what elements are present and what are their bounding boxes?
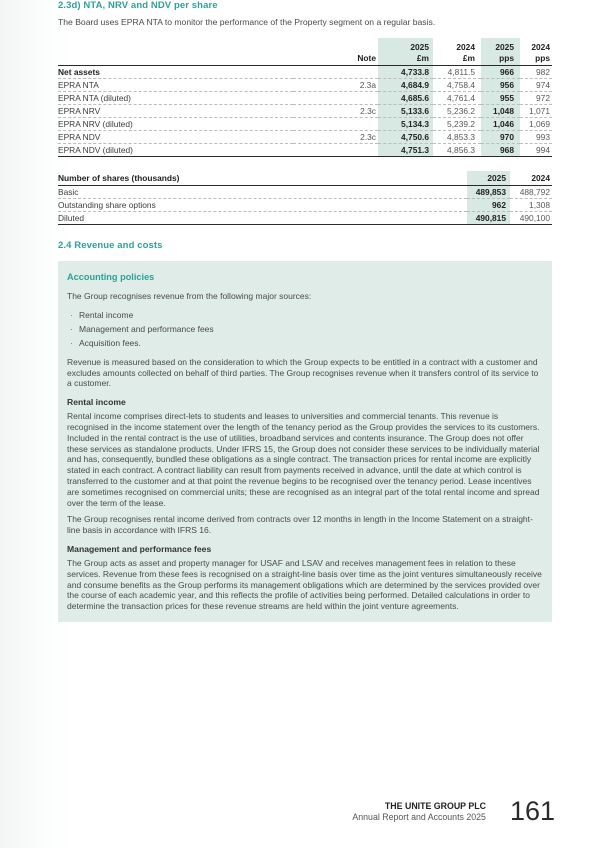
table-row-diluted: Diluted 490,815 490,100	[58, 213, 550, 223]
table-row-epra-ndv: EPRA NDV 2.3c 4,750.6 4,853.3 970 993	[58, 131, 550, 142]
table-row-basic: Basic 489,853 488,792	[58, 187, 550, 197]
table-row-epra-nta: EPRA NTA 2.3a 4,684.9 4,758.4 956 974	[58, 79, 550, 90]
table-header-year-row	[58, 38, 552, 52]
shares-col-header-2024: 2024	[510, 171, 552, 186]
table-row-epra-nta-diluted: EPRA NTA (diluted) 4,685.6 4,761.4 955 972	[58, 92, 550, 103]
table-row-epra-nrv: EPRA NRV 2.3c 5,133.6 5,236.2 1,048 1,071	[58, 105, 550, 116]
rental-income-paragraph-1: Rental income comprises direct-lets to students and leases to universities and commercial tenants. This revenue is recognised in the income statement over the length of the tenancy period as the Group provides the services to its customers. Included in the rental contract is the use of utilities, broadband services and contents insurance. The Group does not offer these services as standalone products. Under IFRS 15, the Group does not consider these services to be individually material and has, consequently, bundled these obligations as a single contract. The transaction prices for rental income are explicitly stated in each contract. A contract liability can result from payments received in advance, until the date at which control is transferred to the customer and at that point the revenue begins to be recognised over the tenancy period. Lease incentives are sometimes recognised on commercial units; these are recognised as an integral part of the total rental income and spread over the term of the lease.	[67, 411, 540, 508]
col-header-2025-pps-unit: pps	[481, 52, 520, 65]
col-header-2024-em-unit: £m	[433, 52, 481, 65]
number-of-shares-table	[58, 171, 552, 226]
page-footer	[352, 796, 555, 826]
rental-income-paragraph-2: The Group recognises rental income derived from contracts over 12 months in length in the Income Statement on a straight-line basis in accordance with IFRS 16.	[67, 514, 533, 536]
footer-company-name: THE UNITE GROUP PLC	[384, 800, 486, 811]
table-row-epra-ndv-diluted: EPRA NDV (diluted) 4,751.3 4,856.3 968 994	[58, 144, 550, 155]
policies-intro: The Group recognises revenue from the following major sources:	[67, 291, 312, 301]
management-fees-heading: Management and performance fees	[67, 543, 212, 554]
section-heading-nta-nrv-ndv: 2.3d) NTA, NRV and NDV per share	[58, 0, 218, 11]
table-row-epra-nrv-diluted: EPRA NRV (diluted) 5,134.3 5,239.2 1,046 1,069	[58, 118, 550, 129]
col-header-2024-pps-year: 2024	[531, 41, 550, 52]
nta-nrv-ndv-table	[58, 38, 552, 157]
col-header-2025-pps-year: 2025	[481, 38, 520, 52]
page-content	[58, 0, 552, 622]
table-header-unit-row	[58, 52, 552, 65]
management-fees-paragraph: The Group acts as asset and property manager for USAF and LSAV and receives management fees in relation to these services. Revenue from these fees is recognised on a straight-line basis over time as the joint ventures simultaneously receive and consume benefits as the Group performs its management obligations which are determined by the services provided over the course of each academic year, and this reflects the profile of activities being performed. Detailed calculations in order to determine the transaction prices for these revenue streams are held within the joint venture agreements.	[67, 557, 542, 612]
table-header	[58, 38, 552, 65]
revenue-measurement-paragraph: Revenue is measured based on the consideration to which the Group expects to be entitled in a contract with a customer and excludes amounts collected on behalf of third parties. The Group recognises revenue when it transfers control of its service to a customer.	[67, 356, 539, 389]
section-heading-revenue-costs: 2.4 Revenue and costs	[58, 240, 163, 251]
col-header-2025-em-year: 2025	[378, 38, 433, 52]
table-row-net-assets: Net assets 4,733.8 4,811.5 966 982	[58, 66, 550, 77]
shares-col-header-2025: 2025	[467, 171, 510, 186]
col-header-2025-em-unit: £m	[378, 52, 433, 65]
section-intro-text: The Board uses EPRA NTA to monitor the performance of the Property segment on a regular basis.	[58, 17, 436, 27]
col-header-2024-pps-unit: pps	[520, 52, 552, 65]
page-number: 161	[509, 796, 555, 826]
col-header-2024-em-year: 2024	[456, 41, 475, 52]
list-item: · Rental income	[67, 308, 542, 322]
list-item: · Management and performance fees	[67, 322, 542, 336]
revenue-sources-list	[67, 308, 542, 350]
shares-table-header	[58, 171, 552, 186]
rental-income-heading: Rental income	[67, 397, 126, 408]
accounting-policies-heading: Accounting policies	[67, 272, 155, 282]
list-item: · Acquisition fees.	[67, 336, 542, 350]
table-row-outstanding-share-options: Outstanding share options 962 1,308	[58, 200, 550, 210]
accounting-policies-box	[58, 261, 552, 622]
col-header-note: Note	[293, 52, 378, 65]
footer-text-block	[352, 801, 486, 825]
footer-report-title: Annual Report and Accounts 2025	[352, 812, 486, 822]
shares-table-title: Number of shares (thousands)	[58, 171, 467, 186]
